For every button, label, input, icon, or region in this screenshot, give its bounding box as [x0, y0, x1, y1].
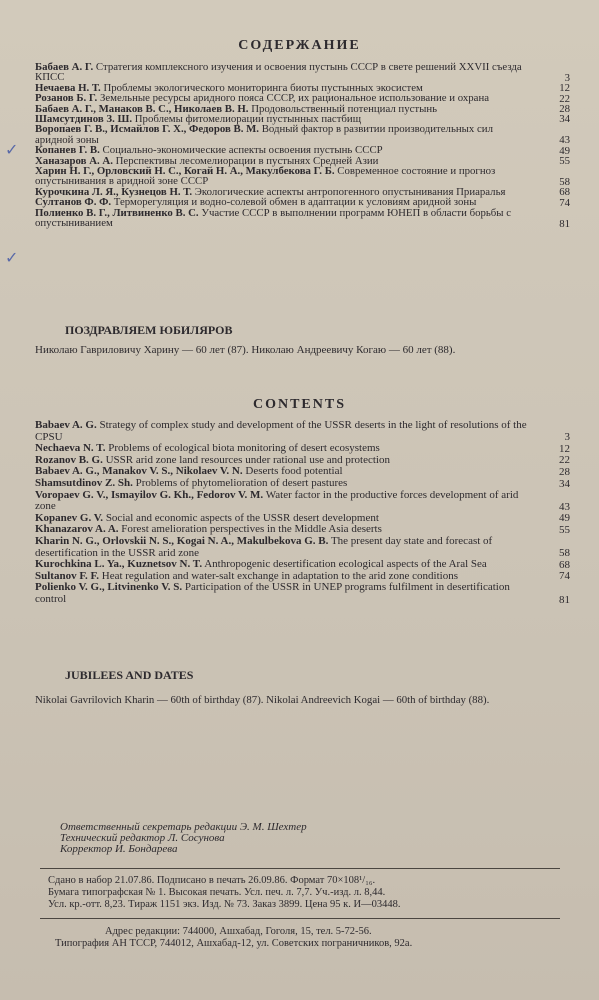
toc-page-number: 55: [559, 523, 570, 536]
toc-page-number: 12: [559, 442, 570, 455]
toc-author: Бабаев А. Г., Манаков В. С., Николаев В. Н.: [35, 102, 249, 115]
toc-author: Бабаев А. Г.: [35, 61, 94, 73]
toc-title: Перспективы лесомелиорации в пустынях Средней Азии: [115, 154, 379, 167]
staff-line: Ответственный секретарь редакции Э. М. Шехтер: [60, 821, 307, 833]
en-jubilee-heading: JUBILEES AND DATES: [65, 668, 194, 682]
toc-title: Participation of the USSR in UNEP programs fulfilment in desertification control: [35, 581, 510, 605]
toc-page-number: 22: [559, 454, 570, 467]
toc-page-number: 3: [564, 71, 570, 84]
toc-title: Современное состояние и прогноз опустынивания в аридной зоне СССР: [35, 165, 496, 188]
toc-page-number: 43: [559, 500, 570, 513]
toc-page-number: 58: [559, 175, 570, 188]
en-contents-list: [35, 420, 570, 606]
toc-title: Терморегуляция и водно-солевой обмен в адаптации к условиям аридной зоны: [113, 196, 477, 209]
toc-entry: [35, 420, 570, 443]
toc-title: Социально-экономические аспекты освоения пустынь СССР: [102, 144, 383, 157]
toc-title: Anthropogenic desertification ecological aspects of the Aral Sea: [204, 558, 487, 571]
address-block: [55, 926, 567, 950]
toc-page-number: 28: [559, 103, 570, 116]
toc-author: Babaev A. G., Manakov V. S., Nikolaev V. N.: [35, 465, 243, 478]
toc-page-number: 3: [564, 431, 570, 444]
pen-check-mark-1: ✓: [5, 140, 19, 159]
toc-title: Deserts food potential: [245, 465, 343, 478]
toc-title: Problems of phytomelioration of desert pastures: [135, 476, 348, 489]
toc-author: Копанев Г. В.: [35, 144, 100, 157]
toc-author: Rozanov B. G.: [35, 453, 103, 466]
toc-author: Курочкина Л. Я., Кузнецов Н. Т.: [35, 185, 193, 198]
toc-page-number: 68: [559, 558, 570, 571]
toc-title: Heat regulation and water-salt exchange in adaptation to the arid zone conditions: [101, 569, 458, 582]
pen-check-mark-2: ✓: [5, 248, 19, 267]
toc-author: Kopanev G. V.: [35, 511, 104, 524]
imprint-line: Бумага типографская № 1. Высокая печать. Усл. печ. л. 7,7. Уч.-изд. л. 8,44.: [48, 887, 386, 898]
toc-title: Problems of ecological biota monitoring of desert ecosystems: [108, 442, 380, 455]
toc-page-number: 74: [559, 570, 570, 583]
toc-title: Продовольственный потенциал пустынь: [251, 102, 438, 115]
toc-page-number: 58: [559, 547, 570, 560]
divider-top: [40, 868, 560, 869]
toc-author: Ханазаров А. А.: [35, 154, 113, 167]
toc-page-number: 28: [559, 465, 570, 478]
toc-page-number: 68: [559, 186, 570, 199]
toc-page-number: 34: [559, 113, 570, 126]
toc-title: Проблемы фитомелиорации пустынных пастбищ: [134, 113, 362, 126]
toc-author: Kurochkina L. Ya., Kuznetsov N. T.: [35, 558, 203, 571]
toc-title: Social and economic aspects of the USSR desert development: [105, 511, 379, 524]
toc-author: Sultanov F. F.: [35, 569, 99, 582]
toc-title: Strategy of complex study and development of the USSR deserts in the light of resolutions of the CPSU: [35, 419, 527, 443]
toc-entry: [35, 490, 570, 513]
toc-author: Воропаев Г. В., Исмайлов Г. Х., Федоров В. М.: [35, 123, 259, 136]
toc-title: Forest amelioration perspectives in the Middle Asia deserts: [121, 523, 382, 536]
toc-author: Розанов Б. Г.: [35, 92, 98, 105]
toc-page-number: 43: [559, 134, 570, 147]
toc-author: Султанов Ф. Ф.: [35, 196, 112, 209]
toc-author: Babaev A. G.: [35, 419, 97, 431]
toc-author: Нечаева Н. Т.: [35, 81, 101, 94]
staff-line: Корректор И. Бондарева: [60, 843, 178, 855]
toc-entry: [35, 208, 570, 229]
toc-author: Шамсутдинов З. Ш.: [35, 113, 133, 126]
ru-jubilee-heading: ПОЗДРАВЛЯЕМ ЮБИЛЯРОВ: [65, 323, 233, 337]
ru-contents-list: [35, 62, 570, 229]
imprint-line: Усл. кр.-отт. 8,23. Тираж 1151 экз. Изд. № 73. Заказ 3899. Цена 95 к. И—03448.: [48, 899, 401, 910]
toc-title: Проблемы экологического мониторинга биоты пустынных экосистем: [103, 81, 423, 94]
toc-author: Nechaeva N. T.: [35, 442, 106, 455]
en-contents-heading: CONTENTS: [252, 397, 347, 412]
toc-page-number: 34: [559, 477, 570, 490]
toc-author: Kharin N. G., Orlovskii N. S., Kogai N. A., Makulbekova G. B.: [35, 534, 329, 547]
en-jubilee-text: Nikolai Gavrilovich Kharin — 60th of birthday (87). Nikolai Andreevich Kogai — 60th of birthday (88).: [35, 694, 490, 706]
toc-title: USSR arid zone land resources under rational use and protection: [105, 453, 390, 466]
toc-author: Харин Н. Г., Орловский Н. С., Когай Н. А., Макулбекова Г. Б.: [35, 165, 335, 178]
toc-title: Земельные ресурсы аридного пояса СССР, их рациональное использование и охрана: [99, 92, 490, 105]
toc-title: Стратегия комплексного изучения и освоения пустынь СССР в свете решений XXVII съезда КПСС: [35, 61, 522, 84]
toc-page-number: 49: [559, 512, 570, 525]
toc-page-number: 12: [559, 82, 570, 95]
toc-page-number: 74: [559, 196, 570, 209]
toc-author: Полиенко В. Г., Литвиненко В. С.: [35, 206, 199, 219]
imprint-line: Сдано в набор 21.07.86. Подписано в печать 26.09.86. Формат 70×108¹/₁₆.: [48, 875, 376, 886]
toc-entry: [35, 62, 570, 83]
toc-page-number: 22: [559, 92, 570, 105]
imprint-block: [48, 875, 560, 911]
toc-title: Экологические аспекты антропогенного опустынивания Приаралья: [194, 185, 506, 198]
address-line: Типография АН ТССР, 744012, Ашхабад-12, ул. Советских пограничников, 92а.: [55, 938, 413, 949]
toc-page-number: 49: [559, 144, 570, 157]
toc-entry: [35, 536, 570, 559]
toc-author: Shamsutdinov Z. Sh.: [35, 476, 133, 489]
ru-contents-heading: СОДЕРЖАНИЕ: [238, 38, 361, 53]
editorial-staff: [60, 822, 307, 855]
toc-title: Water factor in the productive forces development of arid zone: [35, 488, 519, 513]
toc-author: Polienko V. G., Litvinenko V. S.: [35, 581, 183, 594]
ru-jubilee-text: Николаю Гавриловичу Харину — 60 лет (87). Николаю Андреевичу Когаю — 60 лет (88).: [35, 344, 456, 356]
toc-author: Voropaev G. V., Ismayilov G. Kh., Fedorov V. M.: [35, 488, 264, 501]
address-line: Адрес редакции: 744000, Ашхабад, Гоголя, 15, тел. 5-72-56.: [105, 926, 372, 937]
toc-page-number: 55: [559, 155, 570, 168]
toc-page-number: 81: [559, 217, 570, 230]
toc-author: Khanazarov A. A.: [35, 523, 119, 536]
toc-page-number: 81: [559, 593, 570, 606]
toc-title: Водный фактор в развитии производительных сил аридной зоны: [35, 123, 493, 146]
toc-entry: [35, 582, 570, 605]
divider-bottom: [40, 918, 560, 919]
toc-title: Участие СССР в выполнении программ ЮНЕП в области борьбы с опустыниванием: [35, 206, 512, 230]
toc-title: The present day state and forecast of desertification in the USSR arid zone: [35, 534, 493, 559]
toc-entry: [35, 124, 570, 145]
staff-line: Технический редактор Л. Сосунова: [60, 832, 225, 844]
toc-entry: [35, 166, 570, 187]
